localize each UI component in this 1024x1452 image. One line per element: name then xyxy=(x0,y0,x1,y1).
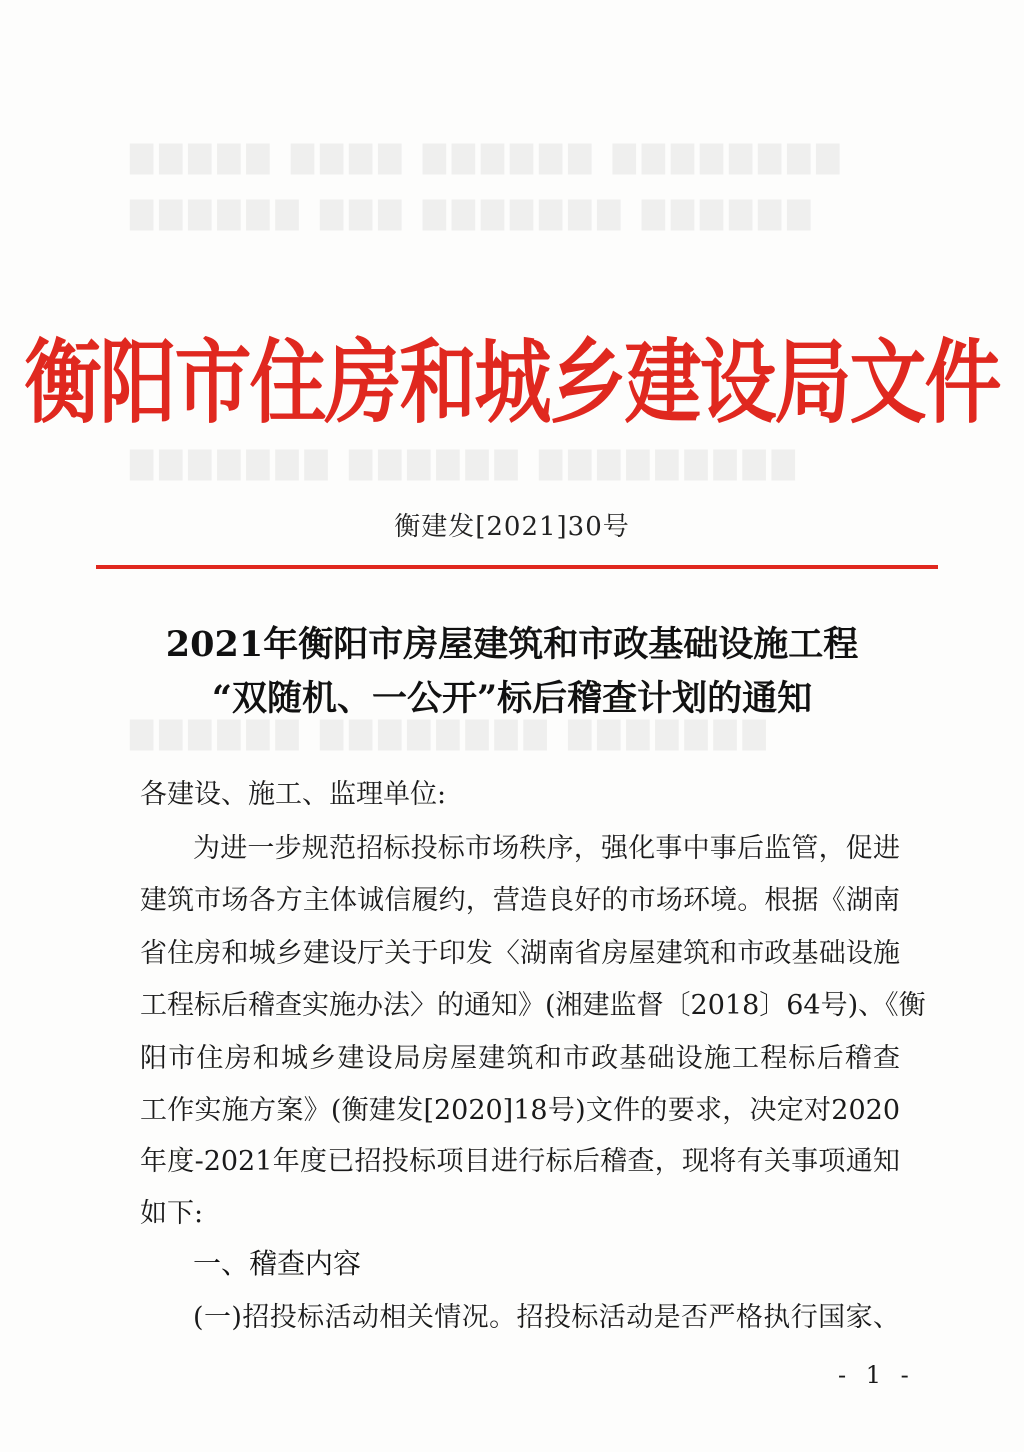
notice-title-line-1: 2021年衡阳市房屋建筑和市政基础设施工程 xyxy=(165,624,859,665)
section-heading: 一、稽查内容 xyxy=(193,1247,362,1280)
bleed-through-text: ▇▇▇▇▇▇▇ ▇▇▇▇▇▇ ▇▇▇▇▇▇▇▇▇ xyxy=(130,446,801,481)
bleed-through-text: ▇▇▇▇▇ ▇▇▇▇ ▇▇▇▇▇▇ ▇▇▇▇▇▇▇▇ xyxy=(130,140,846,175)
paragraph-line: 年度-2021年度已招投标项目进行标后稽查，现将有关事项通知 xyxy=(140,1146,900,1177)
paragraph-line: 工作实施方案》(衡建发[2020]18号)文件的要求，决定对2020 xyxy=(140,1095,900,1126)
paragraph-line: 省住房和城乡建设厅关于印发〈湖南省房屋建筑和市政基础设施 xyxy=(140,938,900,969)
notice-title-line-2: “双随机、一公开”标后稽查计划的通知 xyxy=(211,678,813,719)
document-number: 衡建发[2021]30号 xyxy=(394,512,630,542)
paragraph-line: 建筑市场各方主体诚信履约，营造良好的市场环境。根据《湖南 xyxy=(140,885,900,916)
red-divider-line xyxy=(96,565,938,569)
page-number: - 1 - xyxy=(838,1361,915,1389)
paragraph-line: 阳市住房和城乡建设局房屋建筑和市政基础设施工程标后稽查 xyxy=(140,1043,900,1074)
paragraph-line: 工程标后稽查实施办法〉的通知》(湘建监督〔2018〕64号)、《衡 xyxy=(140,990,926,1021)
subsection-line: (一)招投标活动相关情况。招投标活动是否严格执行国家、 xyxy=(193,1302,900,1333)
agency-document-title: 衡阳市住房和城乡建设局文件 xyxy=(24,331,1000,437)
bleed-through-text: ▇▇▇▇▇▇ ▇▇▇ ▇▇▇▇▇▇▇ ▇▇▇▇▇▇ xyxy=(130,196,817,231)
bleed-through-text: ▇▇▇▇▇▇ ▇▇▇▇▇▇▇▇ ▇▇▇▇▇▇▇ xyxy=(130,716,772,751)
paragraph-line: 如下: xyxy=(140,1198,204,1229)
addressee: 各建设、施工、监理单位: xyxy=(140,779,447,810)
paragraph-line: 为进一步规范招标投标市场秩序，强化事中事后监管，促进 xyxy=(193,833,900,864)
